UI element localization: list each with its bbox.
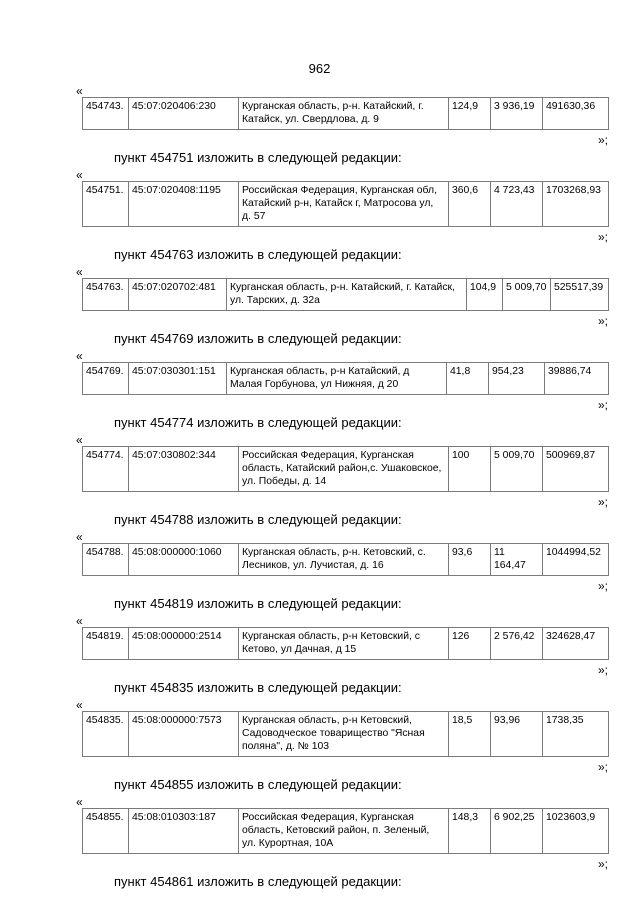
total-cost-cell: 491630,36: [543, 98, 609, 130]
opening-quote: «: [76, 84, 83, 98]
record-number-cell: 454769.: [83, 363, 129, 395]
total-cost-cell: 1738,35: [543, 712, 609, 757]
total-cost-cell: 324628,47: [543, 628, 609, 660]
closing-quote: »;: [597, 398, 608, 412]
page-number: 962: [308, 61, 331, 76]
unit-cost-cell: 2 576,42: [491, 628, 543, 660]
unit-cost-cell: 6 902,25: [491, 809, 543, 854]
cadastral-number-cell: 45:07:030301:151: [129, 363, 227, 395]
total-cost-cell: 525517,39: [551, 279, 609, 311]
amendment-instruction: пункт 454835 изложить в следующей редакции:: [114, 680, 402, 695]
total-cost-cell: 500969,87: [543, 447, 609, 492]
table-row: [83, 809, 609, 854]
record-table: [82, 181, 609, 227]
total-cost-cell: 1023603,9: [543, 809, 609, 854]
closing-quote: »;: [597, 314, 608, 328]
record-section: [76, 331, 608, 413]
total-cost-cell: 1703268,93: [543, 182, 609, 227]
unit-cost-cell: 4 723,43: [491, 182, 543, 227]
opening-quote: «: [76, 168, 83, 182]
record-number-cell: 454835.: [83, 712, 129, 757]
cadastral-number-cell: 45:07:020702:481: [129, 279, 227, 311]
cadastral-number-cell: 45:08:000000:1060: [129, 544, 239, 576]
opening-quote: «: [76, 795, 83, 809]
amendment-instruction: пункт 454769 изложить в следующей редакции:: [114, 331, 402, 346]
record-table: [82, 808, 609, 854]
area-cell: 41,8: [447, 363, 489, 395]
cadastral-number-cell: 45:08:000000:7573: [129, 712, 239, 757]
opening-quote: «: [76, 265, 83, 279]
record-section: [76, 512, 608, 594]
area-cell: 126: [449, 628, 491, 660]
unit-cost-cell: 5 009,70: [503, 279, 551, 311]
address-cell: Курганская область, р-н. Кетовский, с. Лесников, ул. Лучистая, д. 16: [239, 544, 449, 576]
address-cell: Курганская область, р-н. Катайский, г. Катайск, ул. Тарских, д. 32а: [227, 279, 467, 311]
record-number-cell: 454743.: [83, 98, 129, 130]
amendment-instruction: пункт 454788 изложить в следующей редакции:: [114, 512, 402, 527]
opening-quote: «: [76, 614, 83, 628]
record-table: [82, 543, 609, 576]
amendment-instruction: пункт 454774 изложить в следующей редакции:: [114, 415, 402, 430]
record-number-cell: 454855.: [83, 809, 129, 854]
record-table: [82, 362, 609, 395]
area-cell: 100: [449, 447, 491, 492]
closing-quote: »;: [597, 857, 608, 871]
opening-quote: «: [76, 698, 83, 712]
record-table: [82, 97, 609, 130]
record-number-cell: 454819.: [83, 628, 129, 660]
cadastral-number-cell: 45:07:020408:1195: [129, 182, 239, 227]
record-table: [82, 446, 609, 492]
record-section: [76, 150, 608, 245]
closing-quote: »;: [597, 230, 608, 244]
closing-quote: »;: [597, 760, 608, 774]
total-cost-cell: 1044994,52: [543, 544, 609, 576]
opening-quote: «: [76, 433, 83, 447]
unit-cost-cell: 93,96: [491, 712, 543, 757]
amendment-instruction: пункт 454861 изложить в следующей редакции:: [114, 874, 402, 889]
table-row: [83, 98, 609, 130]
amendment-instruction: пункт 454751 изложить в следующей редакции:: [114, 150, 402, 165]
table-row: [83, 363, 609, 395]
address-cell: Курганская область, р-н Кетовский, Садоводческое товарищество "Ясная поляна", д. № 103: [239, 712, 449, 757]
record-section: [76, 86, 608, 148]
unit-cost-cell: 954,23: [489, 363, 545, 395]
amendment-instruction: пункт 454763 изложить в следующей редакции:: [114, 247, 402, 262]
cadastral-number-cell: 45:08:010303:187: [129, 809, 239, 854]
closing-quote: »;: [597, 495, 608, 509]
record-section: [76, 777, 608, 872]
address-cell: Курганская область, р-н. Катайский, г. Катайск, ул. Свердлова, д. 9: [239, 98, 449, 130]
area-cell: 148,3: [449, 809, 491, 854]
cadastral-number-cell: 45:07:020406:230: [129, 98, 239, 130]
opening-quote: «: [76, 530, 83, 544]
opening-quote: «: [76, 349, 83, 363]
record-table: [82, 711, 609, 757]
address-cell: Российская Федерация, Курганская обл, Катайский р-н, Катайск г, Матросова ул, д. 57: [239, 182, 449, 227]
address-cell: Российская Федерация, Курганская область, Кетовский район, п. Зеленый, ул. Курортная, 10А: [239, 809, 449, 854]
amendment-instruction: пункт 454819 изложить в следующей редакции:: [114, 596, 402, 611]
area-cell: 124,9: [449, 98, 491, 130]
record-section: [76, 596, 608, 678]
record-section: [76, 247, 608, 329]
record-table: [82, 278, 609, 311]
table-row: [83, 279, 609, 311]
record-number-cell: 454763.: [83, 279, 129, 311]
record-number-cell: 454774.: [83, 447, 129, 492]
document-body: [76, 86, 608, 894]
unit-cost-cell: 3 936,19: [491, 98, 543, 130]
address-cell: Курганская область, р-н Катайский, д Малая Горбунова, ул Нижняя, д 20: [227, 363, 447, 395]
address-cell: Российская Федерация, Курганская область, Катайский район,с. Ушаковское, ул. Победы, д. 14: [239, 447, 449, 492]
cadastral-number-cell: 45:08:000000:2514: [129, 628, 239, 660]
unit-cost-cell: 11 164,47: [491, 544, 543, 576]
record-section: [76, 680, 608, 775]
record-section: [76, 415, 608, 510]
area-cell: 18,5: [449, 712, 491, 757]
closing-quote: »;: [597, 579, 608, 593]
unit-cost-cell: 5 009,70: [491, 447, 543, 492]
table-row: [83, 712, 609, 757]
table-row: [83, 182, 609, 227]
closing-quote: »;: [597, 133, 608, 147]
address-cell: Курганская область, р-н Кетовский, с Кетово, ул Дачная, д 15: [239, 628, 449, 660]
area-cell: 104,9: [467, 279, 503, 311]
record-table: [82, 627, 609, 660]
closing-quote: »;: [597, 663, 608, 677]
cadastral-number-cell: 45:07:030802:344: [129, 447, 239, 492]
table-row: [83, 447, 609, 492]
amendment-instruction: пункт 454855 изложить в следующей редакции:: [114, 777, 402, 792]
table-row: [83, 628, 609, 660]
table-row: [83, 544, 609, 576]
area-cell: 360,6: [449, 182, 491, 227]
area-cell: 93,6: [449, 544, 491, 576]
record-number-cell: 454751.: [83, 182, 129, 227]
total-cost-cell: 39886,74: [545, 363, 609, 395]
record-number-cell: 454788.: [83, 544, 129, 576]
